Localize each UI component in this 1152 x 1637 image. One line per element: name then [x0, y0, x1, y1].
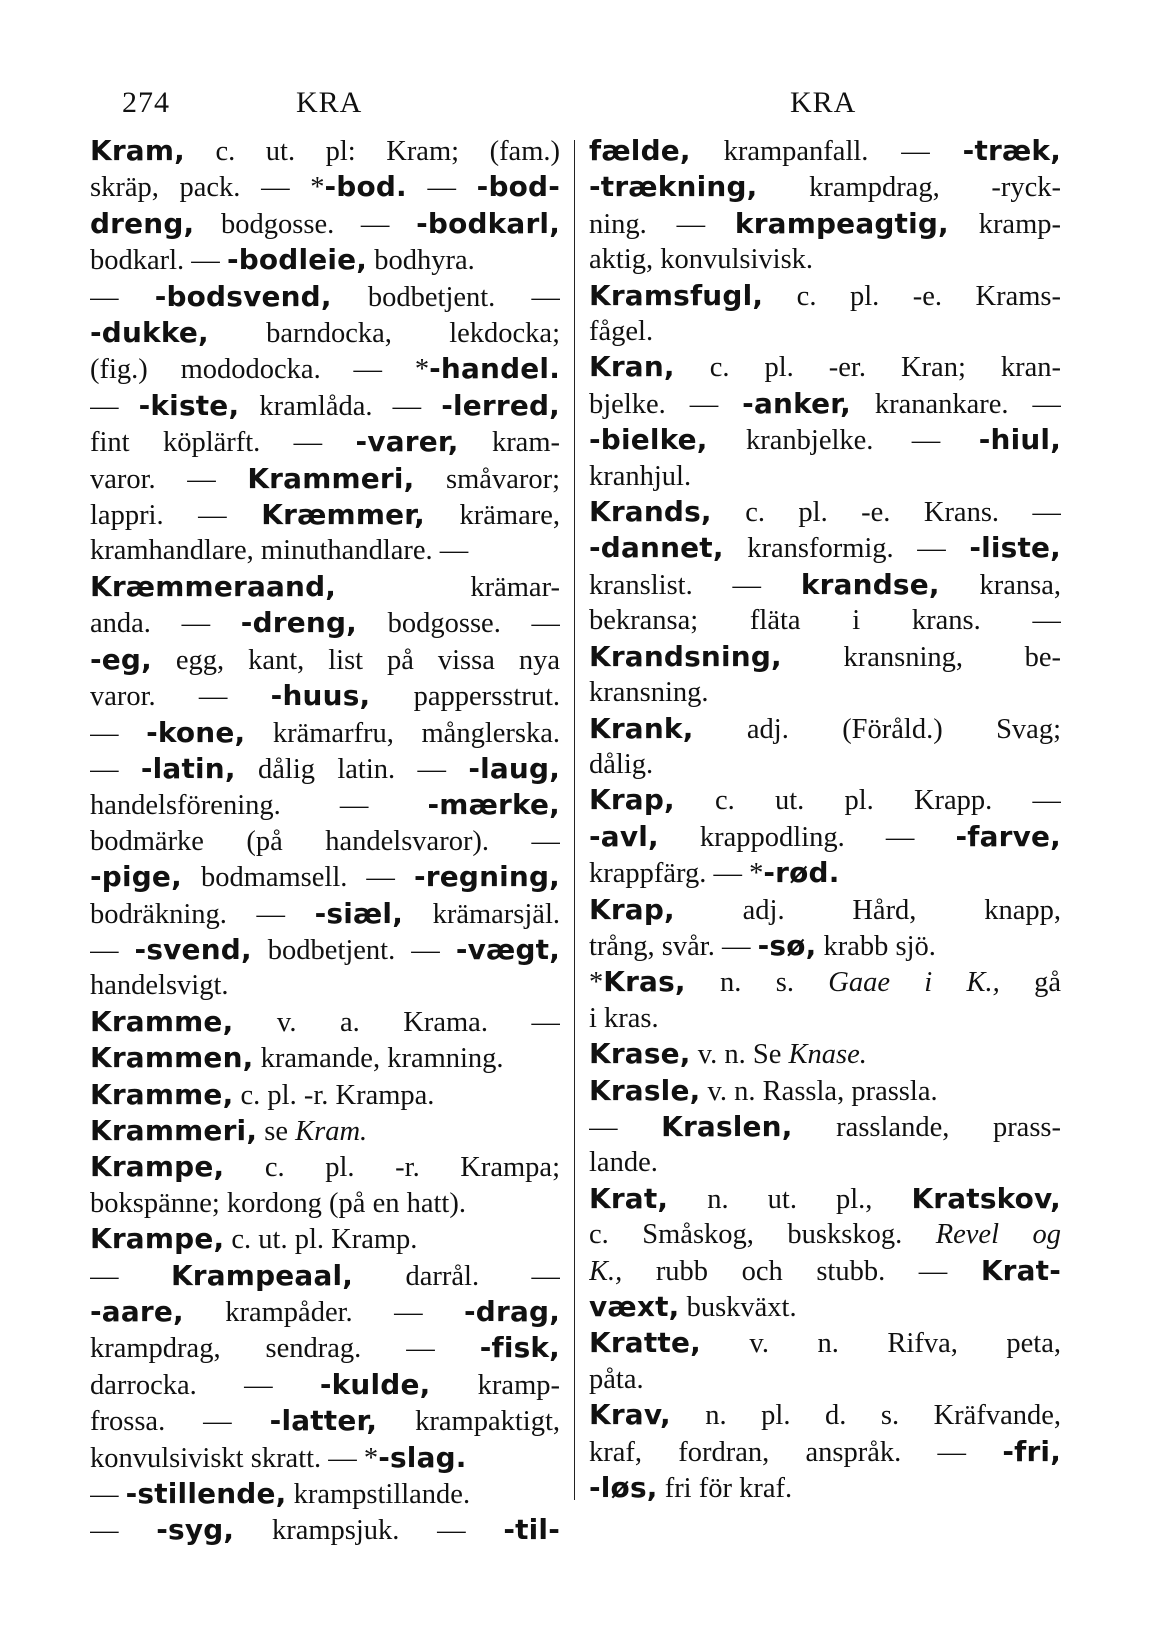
headword: -farve, — [955, 819, 1061, 853]
text-line — [90, 824, 560, 859]
text-line — [589, 819, 1061, 855]
headword: -svend, — [134, 932, 252, 966]
text-line — [90, 1077, 560, 1113]
text-line — [589, 494, 1061, 530]
headword: Krampe, — [90, 1222, 225, 1256]
definition-text: anda. — — [90, 608, 241, 640]
text-line — [589, 675, 1061, 710]
definition-text: kramlåda. — — [239, 390, 442, 422]
definition-text: krampdrag, -ryck- — [757, 172, 1061, 204]
headword: -fisk, — [479, 1331, 560, 1365]
text-line — [589, 1362, 1061, 1397]
headword: -trækning, — [589, 170, 758, 204]
text-line — [90, 1113, 560, 1149]
definition-text: frossa. — — [90, 1406, 270, 1438]
definition-text: adj. (Föråld.) Svag; — [693, 713, 1061, 745]
definition-text: kranhjul. — [589, 460, 692, 492]
definition-text: krämarfru, månglerska. — [245, 717, 560, 749]
text-line — [589, 1109, 1061, 1145]
headword: -mærke, — [427, 788, 560, 822]
text-line — [90, 424, 560, 460]
headword: -liste, — [969, 531, 1061, 565]
definition-text: handelsvigt. — [90, 970, 229, 1002]
definition-text: — — [90, 934, 135, 966]
headword: Krap, — [589, 892, 675, 926]
text-line — [589, 1289, 1061, 1325]
headword: krampeagtig, — [734, 206, 949, 240]
definition-text: c. ut. pl: Kram; (fam.) — [184, 136, 560, 167]
headword: -anker, — [742, 386, 851, 420]
headword: Kras, — [603, 965, 686, 999]
headword: Krat, — [589, 1181, 669, 1215]
headword: -handel. — [429, 352, 560, 386]
headword: -siæl, — [314, 896, 404, 930]
headword: -kulde, — [319, 1367, 431, 1401]
definition-text: krampsjuk. — — [234, 1515, 504, 1547]
headword: fælde, — [589, 134, 691, 167]
headword: Krammen, — [90, 1041, 254, 1075]
definition-text: c. pl. -er. Kran; kran- — [674, 352, 1061, 384]
headword: -aare, — [90, 1295, 184, 1328]
text-line — [90, 896, 560, 932]
italic-text: Kram. — [295, 1115, 368, 1147]
definition-text: buskväxt. — [679, 1292, 797, 1323]
headword: Krampeaal, — [170, 1258, 354, 1292]
text-line — [589, 964, 1061, 1000]
headword: krandse, — [800, 567, 940, 601]
definition-text: n. ut. pl., — [668, 1183, 912, 1215]
definition-text: kranslist. — — [589, 569, 801, 601]
headword: -slag. — [378, 1440, 467, 1474]
definition-text: c. ut. pl. Krapp. — — [674, 785, 1061, 817]
headword: -avl, — [589, 819, 659, 853]
headword: Kram, — [90, 134, 185, 167]
definition-text: kransning. — [589, 677, 709, 709]
headword: -dukke, — [90, 316, 209, 350]
definition-text: krampanfall. — — [690, 136, 963, 167]
definition-text: c. Småskog, buskskog. — [589, 1219, 936, 1251]
text-line — [90, 497, 560, 533]
definition-text: — — [90, 1515, 157, 1547]
headword: -til- — [503, 1513, 560, 1547]
headword: Krav, — [589, 1398, 671, 1432]
definition-text: c. pl. -e. Krams- — [763, 280, 1061, 312]
text-line — [90, 968, 560, 1003]
text-line — [90, 351, 560, 387]
headword: Krank, — [589, 711, 694, 745]
headword: -bod. — [324, 170, 407, 204]
definition-text: kramande, kramning. — [253, 1043, 504, 1075]
definition-text: bodhyra. — [367, 245, 475, 277]
headword: -sø, — [757, 928, 817, 962]
definition-text: krampåder. — — [183, 1297, 465, 1328]
text-line — [589, 314, 1061, 349]
definition-text: darrål. — — [353, 1260, 560, 1292]
headword: -bod- — [476, 170, 560, 204]
headword: -dannet, — [589, 531, 724, 565]
definition-text: trång, svår. — — [589, 930, 758, 962]
left-column — [90, 133, 560, 1549]
headword: Krammeri, — [247, 461, 415, 495]
definition-text: fågel. — [589, 316, 654, 348]
definition-text: bodmamsell. — — [181, 862, 414, 894]
definition-text: c. pl. -r. Krampa; — [224, 1152, 560, 1184]
definition-text: v. n. Se — [690, 1039, 789, 1071]
headword: Kramme, — [90, 1077, 234, 1111]
text-line — [90, 533, 560, 568]
headword: -kone, — [146, 715, 246, 749]
headword: -rød. — [763, 856, 840, 890]
text-line — [90, 1294, 560, 1330]
text-line — [90, 1186, 560, 1221]
definition-text: — — [90, 717, 147, 749]
definition-text: — — [90, 753, 141, 785]
text-line — [90, 1440, 560, 1476]
headword: Krase, — [589, 1037, 691, 1071]
headword: -vægt, — [455, 932, 560, 966]
italic-text: Revel og — [935, 1219, 1061, 1251]
definition-text: — — [589, 1111, 662, 1143]
text-line — [90, 787, 560, 823]
text-line — [589, 530, 1061, 566]
definition-text: kramp- — [430, 1369, 560, 1401]
italic-text: K., — [589, 1255, 623, 1287]
definition-text: adj. Hård, knapp, — [674, 894, 1061, 926]
text-line — [90, 1367, 560, 1403]
headword: -bielke, — [589, 423, 708, 457]
definition-text: krappfärg. — * — [589, 858, 764, 890]
definition-text: rubb och stubb. — — [622, 1255, 981, 1287]
text-line — [589, 892, 1061, 928]
text-line — [589, 1145, 1061, 1180]
headword: -lerred, — [441, 388, 560, 422]
text-line — [589, 747, 1061, 782]
definition-text: bokspänne; kordong (på en hatt). — [90, 1187, 466, 1219]
definition-text: c. ut. pl. Kramp. — [224, 1224, 418, 1256]
definition-text: gå — [999, 967, 1061, 999]
definition-text: kranbjelke. — — [707, 425, 979, 457]
headword: Kræmmer, — [261, 498, 425, 532]
text-line — [90, 715, 560, 751]
italic-text: Gaae i K., — [828, 967, 1000, 999]
definition-text: n. s. — [685, 967, 829, 999]
definition-text: kransa, — [939, 569, 1061, 601]
headword: -bodsvend, — [154, 279, 332, 313]
headword: dreng, — [90, 206, 195, 240]
definition-text: lande. — [589, 1147, 658, 1179]
definition-text: darrocka. — — [90, 1369, 320, 1401]
page-number: 274 — [122, 86, 170, 119]
headword: Krat- — [980, 1253, 1061, 1287]
definition-text: n. pl. d. s. Kräfvande, — [670, 1400, 1061, 1432]
text-line — [90, 133, 560, 169]
headword: -varer, — [355, 425, 459, 459]
definition-text: bodbetjent. — — [251, 934, 456, 966]
headword: -drag, — [464, 1295, 560, 1328]
left-guide-word: KRA — [296, 86, 363, 119]
text-line — [589, 278, 1061, 314]
definition-text: barndocka, lekdocka; — [208, 318, 560, 350]
definition-text: krämare, — [424, 500, 560, 532]
definition-text: lappri. — — [90, 500, 262, 532]
definition-text: handelsförening. — — [90, 790, 428, 822]
text-line — [90, 642, 560, 678]
text-line — [589, 1470, 1061, 1506]
definition-text: dålig. — [589, 748, 654, 780]
definition-text: kransning, be- — [781, 641, 1061, 673]
text-line — [589, 567, 1061, 603]
right-column — [589, 133, 1061, 1506]
text-line — [90, 859, 560, 895]
text-line — [90, 678, 560, 714]
definition-text: skräp, pack. — * — [90, 172, 325, 204]
headword: -latin, — [140, 751, 236, 785]
text-line — [589, 1001, 1061, 1036]
text-line — [90, 1512, 560, 1548]
headword: Kramsfugl, — [589, 278, 764, 312]
text-line — [90, 206, 560, 242]
headword: Kræmmeraand, — [90, 569, 337, 603]
text-line — [90, 169, 560, 205]
italic-text: Knase. — [788, 1039, 867, 1071]
definition-text: pappersstrut. — [370, 681, 560, 713]
text-line — [589, 242, 1061, 277]
definition-text: bodkarl. — — [90, 245, 227, 277]
text-line — [589, 639, 1061, 675]
text-line — [90, 1040, 560, 1076]
definition-text: aktig, konvulsivisk. — [589, 244, 814, 276]
text-line — [90, 1330, 560, 1366]
headword: Kraslen, — [661, 1109, 793, 1143]
text-line — [90, 605, 560, 641]
definition-text: v. a. Krama. — — [233, 1006, 560, 1038]
definition-text: kram- — [458, 427, 560, 459]
definition-text: påta. — [589, 1363, 644, 1395]
headword: -pige, — [90, 860, 182, 894]
definition-text: rasslande, prass- — [792, 1111, 1061, 1143]
headword: Kran, — [589, 350, 675, 384]
text-line — [589, 782, 1061, 818]
definition-text: konvulsiviskt skratt. — * — [90, 1442, 379, 1474]
definition-text: — — [90, 390, 139, 422]
definition-text: v. n. Rassla, prassla. — [700, 1075, 938, 1107]
headword: -løs, — [589, 1471, 658, 1505]
headword: Krands, — [589, 495, 712, 529]
text-line — [589, 133, 1061, 169]
definition-text: krämarsjäl. — [403, 898, 560, 930]
text-line — [90, 569, 560, 605]
definition-text: * — [589, 967, 604, 999]
text-line — [589, 855, 1061, 891]
definition-text: krabb sjö. — [816, 930, 936, 962]
text-line — [589, 1434, 1061, 1470]
headword: -syg, — [156, 1513, 235, 1547]
text-line — [589, 1036, 1061, 1072]
headword: -regning, — [413, 860, 560, 894]
text-line — [589, 1181, 1061, 1217]
definition-text: krampstillande. — [286, 1479, 471, 1511]
headword: -stillende, — [125, 1477, 287, 1511]
definition-text: se — [257, 1115, 296, 1147]
definition-text: bodmärke (på handelsvaror). — — [90, 825, 560, 857]
text-line — [589, 459, 1061, 494]
definition-text: kransformig. — — [723, 533, 970, 565]
text-line — [90, 242, 560, 278]
text-line — [589, 603, 1061, 638]
text-line — [90, 1476, 560, 1512]
definition-text: i kras. — [589, 1002, 659, 1034]
text-line — [90, 751, 560, 787]
definition-text: bodgosse. — — [194, 208, 417, 240]
headword: -laug, — [468, 751, 560, 785]
definition-text: fint köplärft. — — [90, 427, 356, 459]
definition-text: — — [90, 1260, 171, 1292]
definition-text: v. n. Rifva, peta, — [700, 1328, 1061, 1360]
text-line — [589, 169, 1061, 205]
text-line — [90, 1403, 560, 1439]
definition-text: bodgosse. — — [356, 608, 560, 640]
text-line — [589, 711, 1061, 747]
definition-text: dålig latin. — — [235, 753, 469, 785]
text-line — [589, 386, 1061, 422]
headword: Kratte, — [589, 1326, 701, 1360]
definition-text: — — [90, 1479, 126, 1511]
definition-text: bjelke. — — [589, 388, 743, 420]
text-line — [589, 206, 1061, 242]
definition-text: krampaktigt, — [377, 1406, 560, 1438]
headword: -bodkarl, — [416, 206, 560, 240]
headword: Krammeri, — [90, 1113, 258, 1147]
definition-text: c. pl. -r. Krampa. — [233, 1079, 435, 1111]
text-line — [90, 1221, 560, 1257]
text-line — [90, 315, 560, 351]
headword: -hiul, — [978, 423, 1061, 457]
text-line — [589, 1253, 1061, 1289]
definition-text: (fig.) mododocka. — * — [90, 354, 430, 386]
headword: -eg, — [90, 642, 152, 676]
definition-text: fri för kraf. — [657, 1473, 793, 1505]
headword: -bodleie, — [226, 243, 368, 277]
text-line — [90, 1004, 560, 1040]
headword: Krap, — [589, 783, 675, 817]
headword: Krasle, — [589, 1073, 701, 1107]
text-line — [90, 932, 560, 968]
definition-text: bodbetjent. — — [331, 281, 560, 313]
headword: væxt, — [589, 1290, 680, 1323]
text-line — [589, 928, 1061, 964]
definition-text: krämar- — [336, 571, 560, 603]
headword: -fri, — [1002, 1434, 1061, 1468]
text-line — [589, 1325, 1061, 1361]
definition-text: — — [90, 281, 155, 313]
definition-text: krappodling. — — [658, 821, 956, 853]
definition-text: kramhandlare, minuthandlare. — — [90, 535, 469, 567]
headword: -kiste, — [138, 388, 240, 422]
headword: Krampe, — [90, 1150, 225, 1184]
text-line — [589, 1397, 1061, 1433]
headword: -latter, — [269, 1404, 378, 1438]
text-line — [90, 279, 560, 315]
definition-text: varor. — — [90, 681, 271, 713]
text-line — [90, 461, 560, 497]
definition-text: kraf, fordran, anspråk. — — [589, 1436, 1003, 1468]
definition-text: varor. — — [90, 463, 248, 495]
definition-text: småvaror; — [414, 463, 560, 495]
definition-text: kramp- — [948, 208, 1061, 240]
text-line — [90, 388, 560, 424]
headword: -huus, — [270, 679, 371, 713]
headword: -træk, — [962, 134, 1061, 167]
definition-text: bekransa; fläta i krans. — — [589, 605, 1061, 637]
text-line — [589, 1073, 1061, 1109]
definition-text: c. pl. -e. Krans. — — [711, 497, 1061, 529]
column-divider — [574, 140, 575, 1500]
definition-text: — — [406, 172, 477, 204]
definition-text: egg, kant, list på vissa nya — [151, 644, 560, 676]
text-line — [589, 1217, 1061, 1252]
definition-text: ning. — — [589, 208, 735, 240]
headword: Kramme, — [90, 1004, 234, 1038]
text-line — [90, 1258, 560, 1294]
text-line — [589, 422, 1061, 458]
definition-text: bodräkning. — — [90, 898, 315, 930]
text-line — [589, 349, 1061, 385]
right-guide-word: KRA — [790, 86, 857, 119]
headword: -dreng, — [240, 606, 357, 640]
definition-text: krampdrag, sendrag. — — [90, 1333, 480, 1365]
headword: Kratskov, — [911, 1181, 1061, 1215]
headword: Krandsning, — [589, 639, 782, 673]
definition-text: kranankare. — — [850, 388, 1061, 420]
text-line — [90, 1149, 560, 1185]
